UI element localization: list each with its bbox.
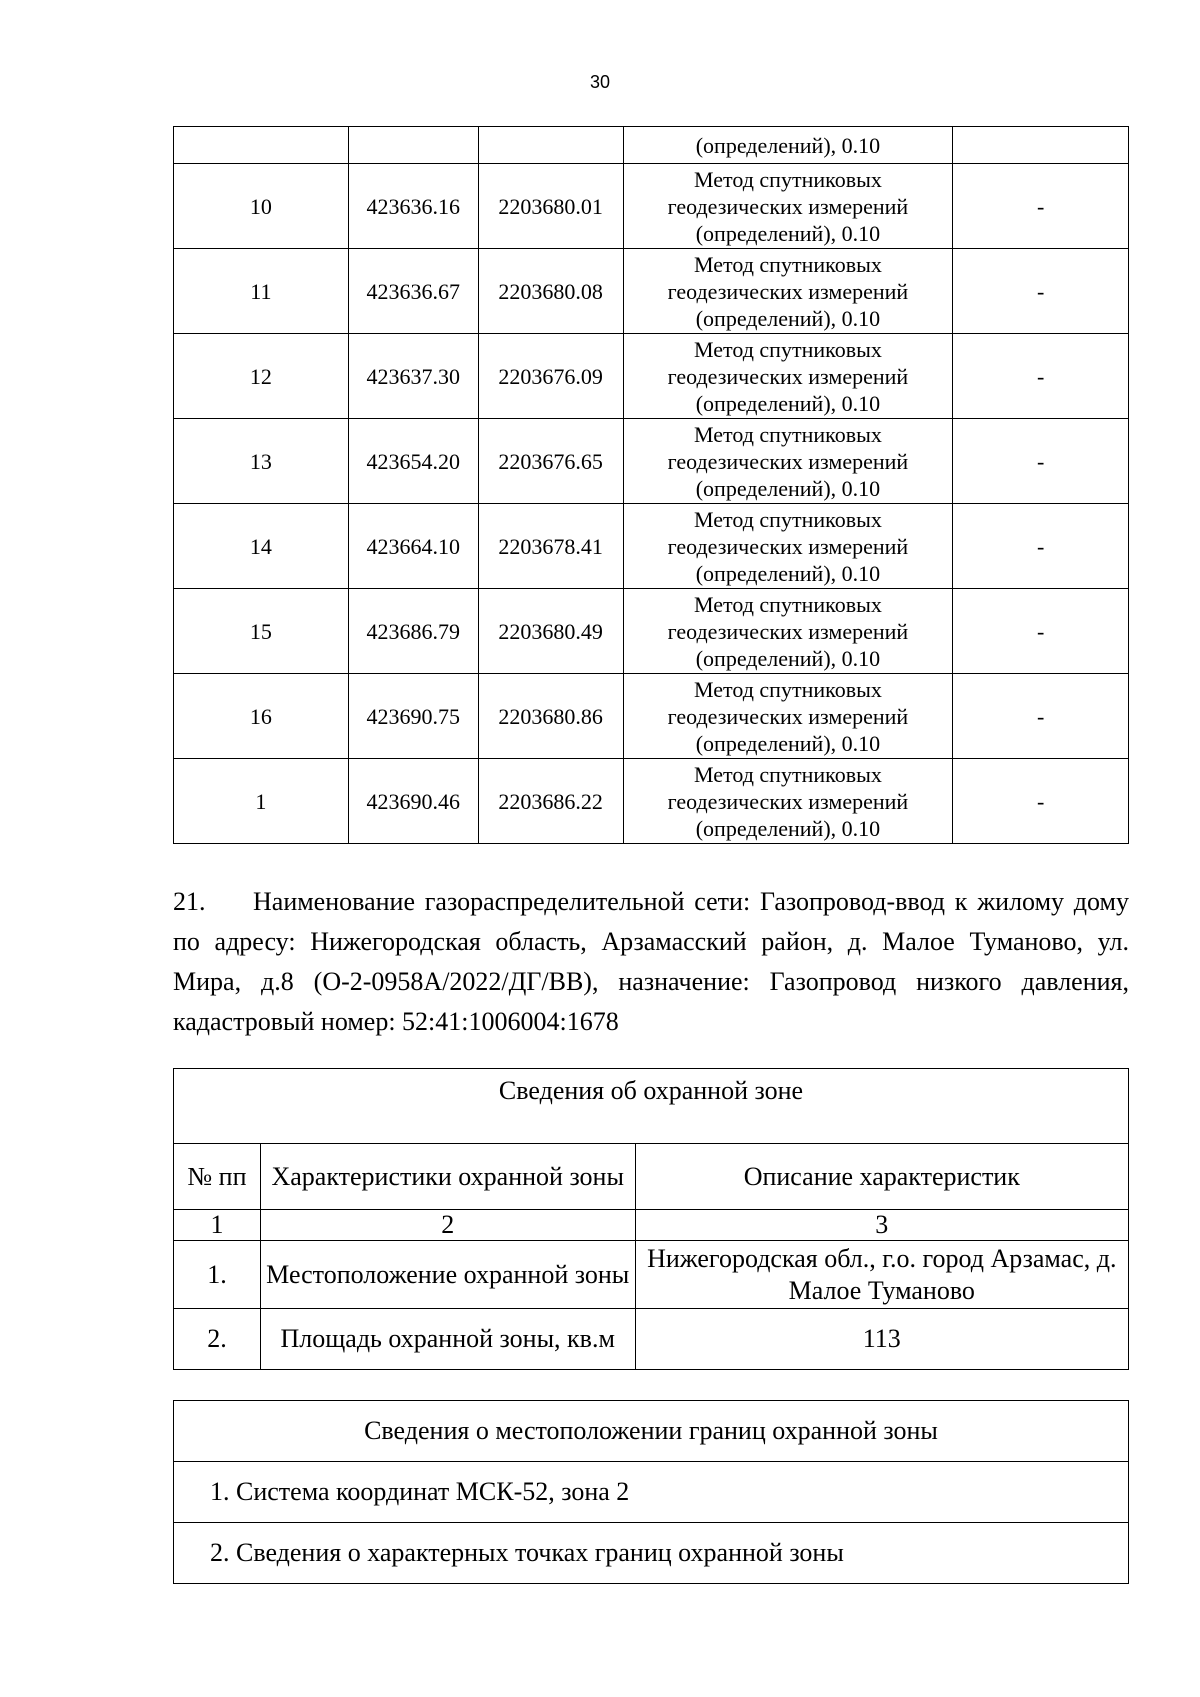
table-row [174,589,1129,674]
header-number: № пп [174,1144,261,1210]
table-title-row [174,1069,1129,1144]
characteristic-cell: Площадь охранной зоны, кв.м [260,1309,635,1370]
x-coordinate-cell: 423636.67 [348,249,478,334]
protection-zone-table [173,1068,1129,1370]
table-row [174,759,1129,844]
table-row [174,1523,1129,1584]
table-header-row [174,1144,1129,1210]
column-number: 3 [635,1210,1128,1241]
method-cell: Метод спутниковых геодезических измерений (определений), 0.10 [623,589,953,674]
y-coordinate-cell: 2203680.08 [478,249,623,334]
table-row [174,1462,1129,1523]
x-coordinate-cell [348,127,478,164]
row-number: 2. [174,1309,261,1370]
list-item: 2. Сведения о характерных точках границ охранной зоны [174,1523,1129,1584]
extra-cell: - [953,674,1129,759]
boundaries-table [173,1400,1129,1584]
point-number-cell: 16 [174,674,349,759]
y-coordinate-cell: 2203686.22 [478,759,623,844]
point-number-cell: 10 [174,164,349,249]
point-number-cell: 15 [174,589,349,674]
section-number: 21. [173,887,206,916]
method-cell: Метод спутниковых геодезических измерений (определений), 0.10 [623,674,953,759]
boundaries-table-title: Сведения о местоположении границ охранной зоны [174,1401,1129,1462]
page-number: 30 [589,72,611,92]
zone-table-title: Сведения об охранной зоне [174,1069,1129,1144]
point-number-cell [174,127,349,164]
y-coordinate-cell [478,127,623,164]
table-row [174,164,1129,249]
extra-cell [953,127,1129,164]
x-coordinate-cell: 423690.75 [348,674,478,759]
method-cell: Метод спутниковых геодезических измерений (определений), 0.10 [623,249,953,334]
table-row [174,334,1129,419]
extra-cell: - [953,589,1129,674]
y-coordinate-cell: 2203678.41 [478,504,623,589]
table-row [174,127,1129,164]
y-coordinate-cell: 2203680.49 [478,589,623,674]
header-characteristic: Характеристики охранной зоны [260,1144,635,1210]
list-item: 1. Система координат МСК-52, зона 2 [174,1462,1129,1523]
point-number-cell: 11 [174,249,349,334]
method-cell: Метод спутниковых геодезических измерений (определений), 0.10 [623,334,953,419]
extra-cell: - [953,504,1129,589]
y-coordinate-cell: 2203676.09 [478,334,623,419]
y-coordinate-cell: 2203680.01 [478,164,623,249]
x-coordinate-cell: 423686.79 [348,589,478,674]
description-cell: Нижегородская обл., г.о. город Арзамас, д. Малое Туманово [635,1241,1128,1309]
point-number-cell: 1 [174,759,349,844]
method-cell: Метод спутниковых геодезических измерений (определений), 0.10 [623,419,953,504]
y-coordinate-cell: 2203676.65 [478,419,623,504]
x-coordinate-cell: 423690.46 [348,759,478,844]
extra-cell: - [953,759,1129,844]
extra-cell: - [953,419,1129,504]
coordinates-table [173,126,1129,844]
extra-cell: - [953,164,1129,249]
extra-cell: - [953,249,1129,334]
point-number-cell: 12 [174,334,349,419]
x-coordinate-cell: 423636.16 [348,164,478,249]
method-cell: Метод спутниковых геодезических измерений (определений), 0.10 [623,759,953,844]
point-number-cell: 14 [174,504,349,589]
table-row [174,504,1129,589]
characteristic-cell: Местоположение охранной зоны [260,1241,635,1309]
section-paragraph [173,882,1129,1042]
table-row [174,419,1129,504]
description-cell: 113 [635,1309,1128,1370]
section-text: Наименование газораспределительной сети: Газопровод-ввод к жилому дому по адресу: Нижегородская область, Арзамасский район, д. Малое Туманово, ул. Мира, д.8 (О-2-0958А/2022/ДГ/ВВ), назначение: Газопровод низкого давления, кадастровый номер: 52:41:1006004:1678 [173,887,1129,1036]
method-cell: (определений), 0.10 [623,127,953,164]
column-number: 2 [260,1210,635,1241]
method-cell: Метод спутниковых геодезических измерений (определений), 0.10 [623,164,953,249]
extra-cell: - [953,334,1129,419]
x-coordinate-cell: 423654.20 [348,419,478,504]
method-cell: Метод спутниковых геодезических измерений (определений), 0.10 [623,504,953,589]
table-title-row [174,1401,1129,1462]
table-row [174,1241,1129,1309]
x-coordinate-cell: 423637.30 [348,334,478,419]
table-row [174,249,1129,334]
table-row [174,674,1129,759]
x-coordinate-cell: 423664.10 [348,504,478,589]
row-number: 1. [174,1241,261,1309]
column-number-row [174,1210,1129,1241]
column-number: 1 [174,1210,261,1241]
header-description: Описание характеристик [635,1144,1128,1210]
point-number-cell: 13 [174,419,349,504]
y-coordinate-cell: 2203680.86 [478,674,623,759]
table-row [174,1309,1129,1370]
